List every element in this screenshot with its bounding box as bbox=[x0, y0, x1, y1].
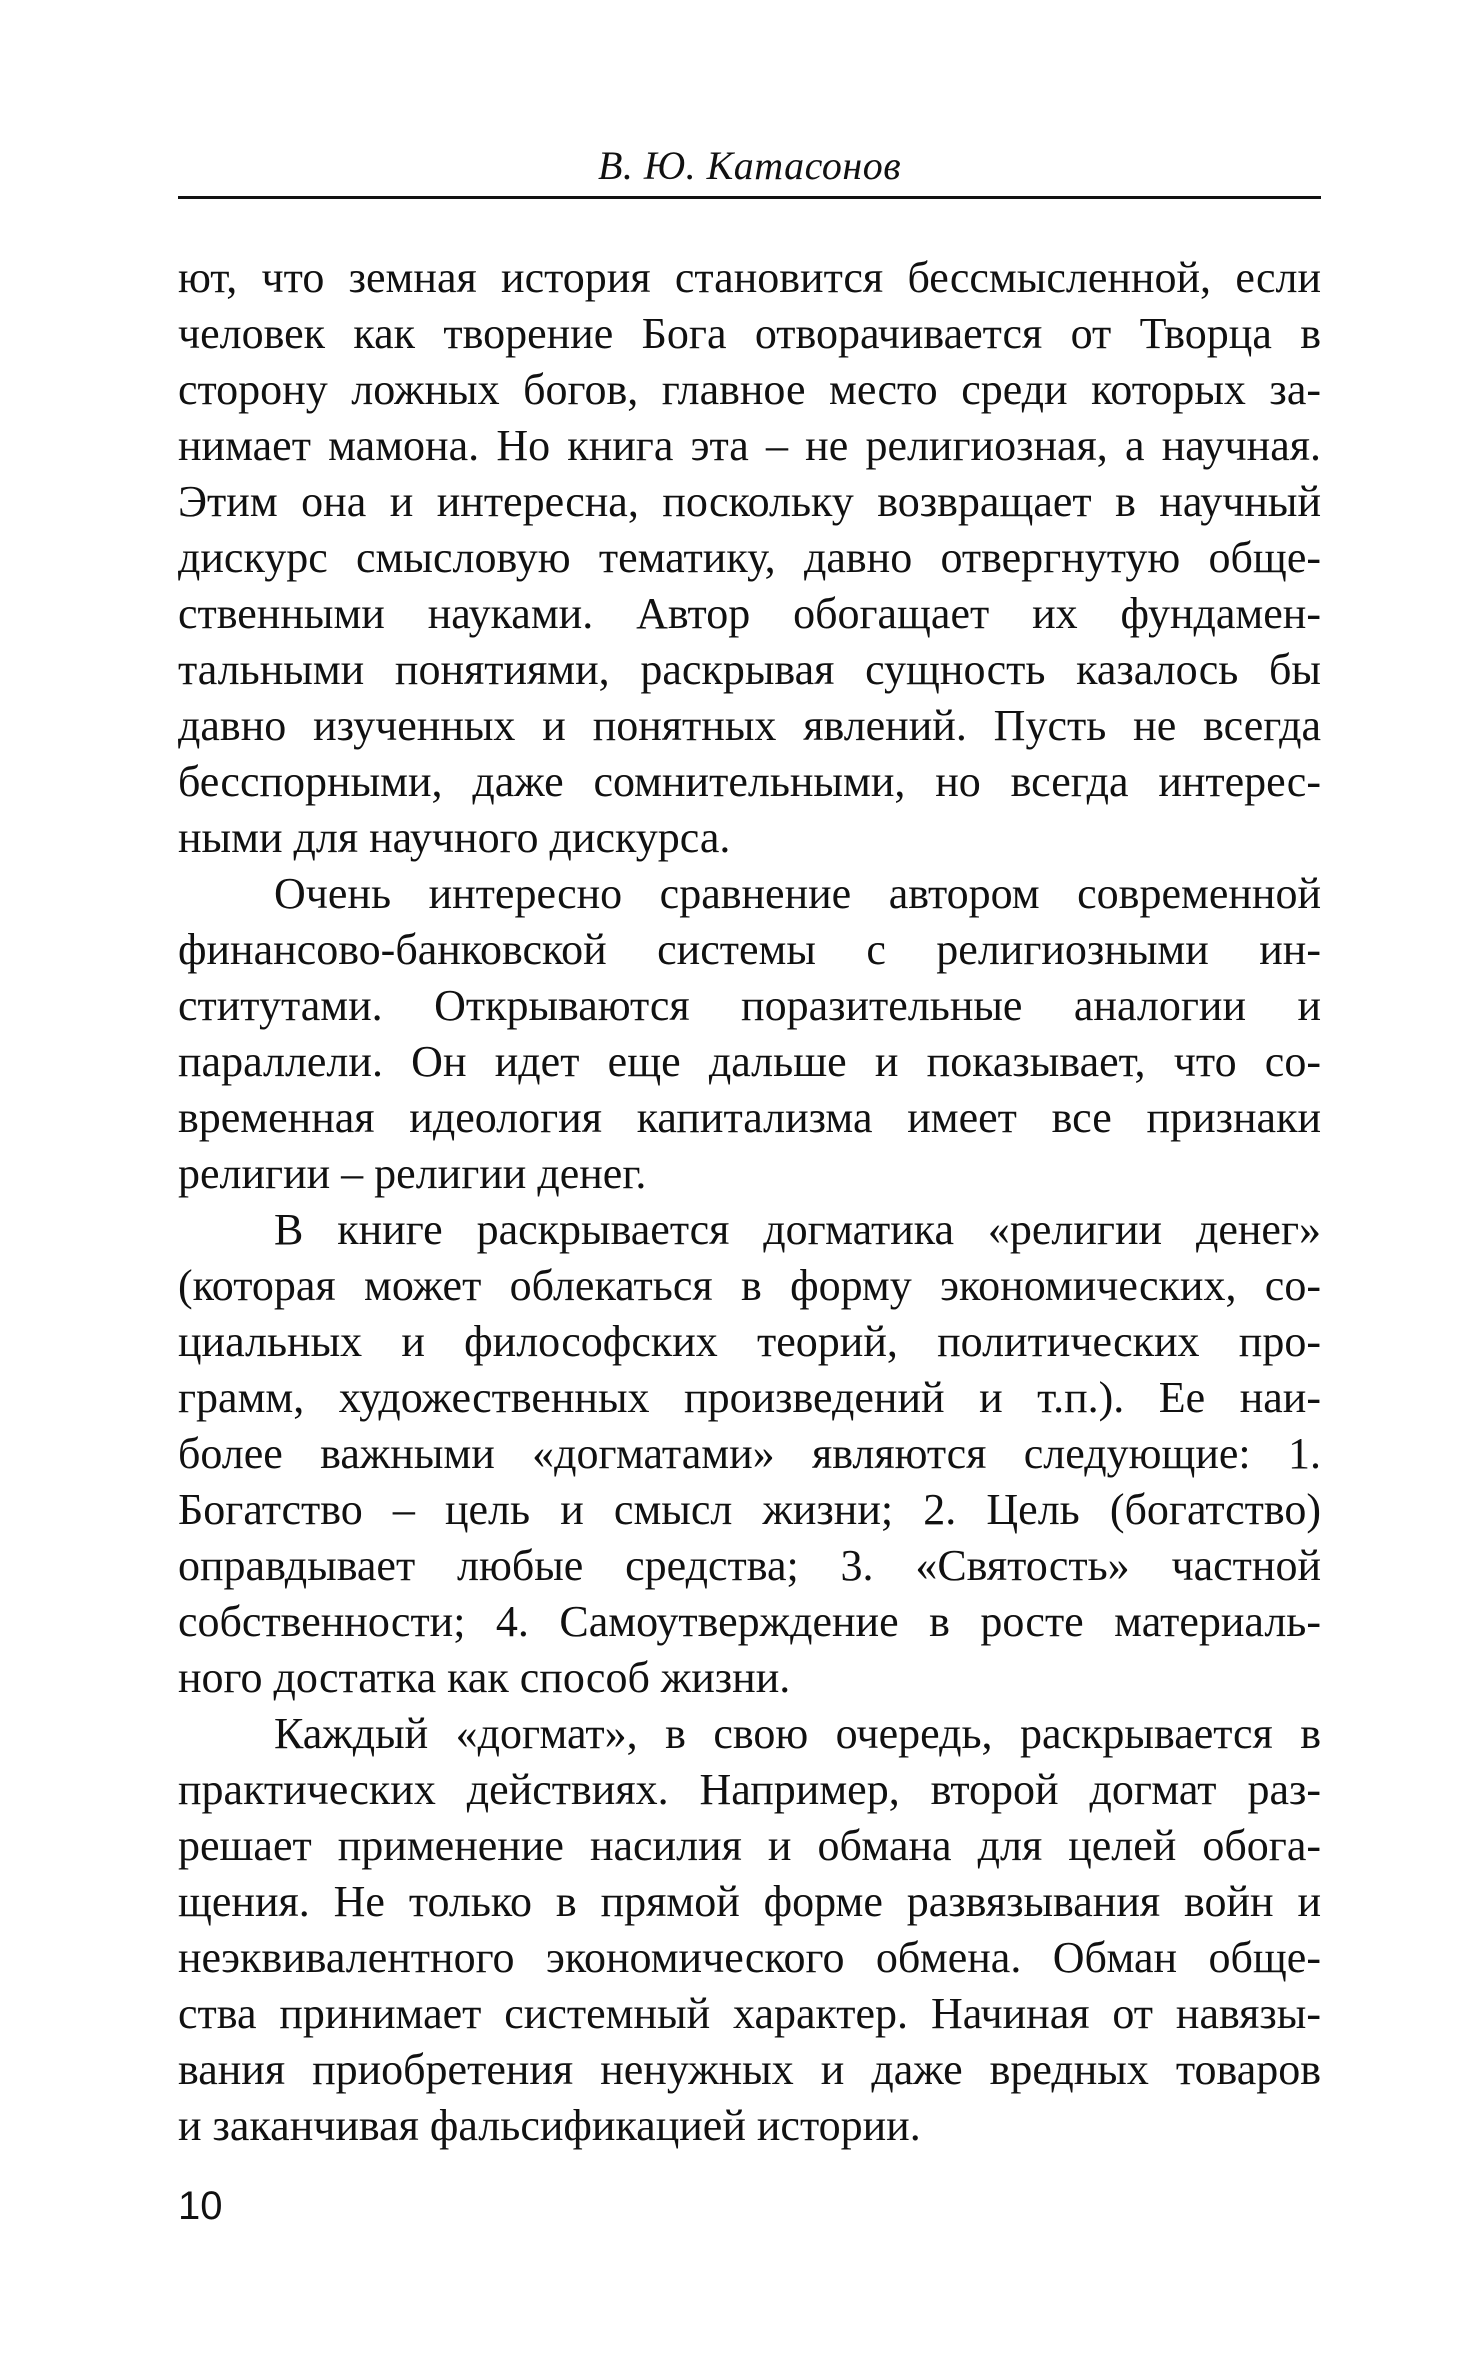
text-line: дискурс смысловую тематику, давно отвергнутую обще- bbox=[178, 533, 1321, 582]
text-line: В книге раскрывается догматика «религии денег» bbox=[274, 1205, 1321, 1254]
text-line: (которая может облекаться в форму экономических, со- bbox=[178, 1261, 1321, 1310]
text-line: более важными «догматами» являются следующие: 1. bbox=[178, 1429, 1321, 1478]
text-line: сторону ложных богов, главное место среди которых за- bbox=[178, 365, 1321, 414]
running-head: В. Ю. Катасонов bbox=[597, 143, 902, 188]
page-number: 10 bbox=[178, 2184, 223, 2228]
text-line: оправдывает любые средства; 3. «Святость» частной bbox=[178, 1541, 1321, 1590]
header-rule bbox=[178, 196, 1321, 199]
text-line: бесспорными, даже сомнительными, но всегда интерес- bbox=[178, 757, 1321, 806]
text-line: ственными науками. Автор обогащает их фундамен- bbox=[178, 589, 1321, 638]
text-line: финансово-банковской системы с религиозными ин- bbox=[178, 925, 1321, 974]
text-line: человек как творение Бога отворачивается от Творца в bbox=[178, 309, 1321, 358]
text-line: решает применение насилия и обмана для целей обога- bbox=[178, 1821, 1321, 1870]
text-line: Богатство – цель и смысл жизни; 2. Цель (богатство) bbox=[178, 1485, 1321, 1534]
text-line: ства принимает системный характер. Начиная от навязы- bbox=[178, 1989, 1321, 2038]
text-line: вания приобретения ненужных и даже вредных товаров bbox=[178, 2045, 1321, 2094]
text-line: ного достатка как способ жизни. bbox=[178, 1653, 791, 1702]
text-line: параллели. Он идет еще дальше и показывает, что со- bbox=[178, 1037, 1321, 1086]
text-line: временная идеология капитализма имеет все признаки bbox=[178, 1093, 1321, 1142]
text-line: ститутами. Открываются поразительные аналогии и bbox=[178, 981, 1321, 1030]
text-line: щения. Не только в прямой форме развязывания войн и bbox=[178, 1877, 1321, 1926]
text-line: грамм, художественных произведений и т.п.). Ее наи- bbox=[178, 1373, 1321, 1422]
text-line: религии – религии денег. bbox=[178, 1149, 647, 1198]
text-line: Каждый «догмат», в свою очередь, раскрывается в bbox=[274, 1709, 1321, 1758]
text-line: неэквивалентного экономического обмена. Обман обще- bbox=[178, 1933, 1321, 1982]
text-line: ными для научного дискурса. bbox=[178, 813, 731, 862]
text-line: собственности; 4. Самоутверждение в росте материаль- bbox=[178, 1597, 1321, 1646]
body-text bbox=[178, 250, 1321, 2154]
text-line: и заканчивая фальсификацией истории. bbox=[178, 2101, 921, 2150]
text-line: циальных и философских теорий, политических про- bbox=[178, 1317, 1321, 1366]
text-line: Очень интересно сравнение автором современной bbox=[274, 869, 1321, 918]
text-line: ют, что земная история становится бессмысленной, если bbox=[178, 253, 1321, 302]
text-line: практических действиях. Например, второй догмат раз- bbox=[178, 1765, 1321, 1814]
text-line: Этим она и интересна, поскольку возвращает в научный bbox=[178, 477, 1321, 526]
text-line: давно изученных и понятных явлений. Пусть не всегда bbox=[178, 701, 1321, 750]
text-line: тальными понятиями, раскрывая сущность казалось бы bbox=[178, 645, 1321, 694]
text-line: нимает мамона. Но книга эта – не религиозная, а научная. bbox=[178, 421, 1321, 470]
